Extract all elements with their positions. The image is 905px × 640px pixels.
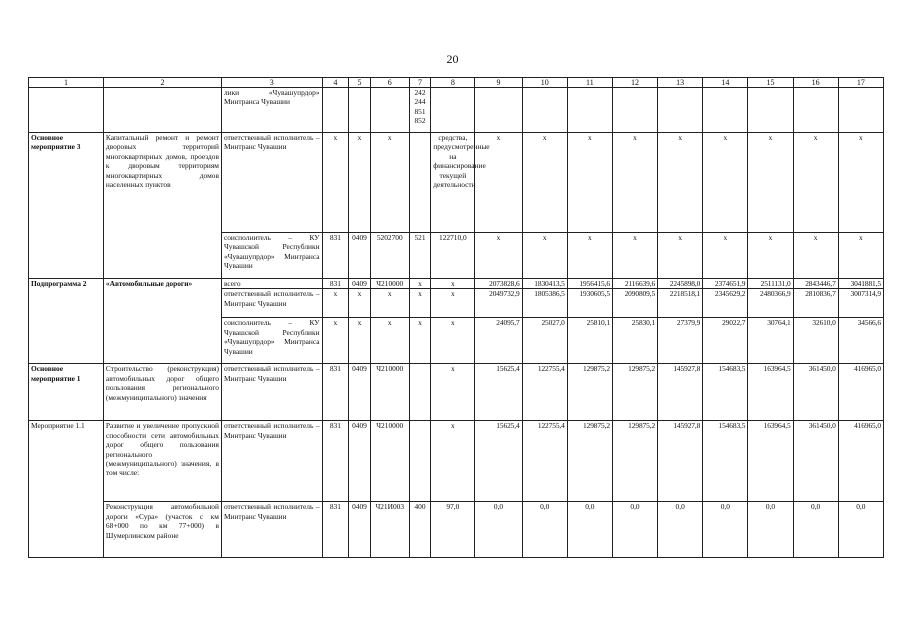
- cell-funding: средства, предусмотренные на финансирование текущей деятельности: [431, 133, 475, 233]
- cell-funding: x: [431, 279, 475, 289]
- cell-value: 2345629,2: [703, 289, 748, 318]
- cell-code: [409, 421, 431, 502]
- cell-executor: лики «Чувашупрдор» Минтранса Чувашии: [221, 88, 322, 133]
- cell-value: x: [793, 133, 838, 233]
- cell-value: 122755,4: [522, 421, 567, 502]
- cell-value: 25810,1: [567, 318, 612, 364]
- cell-value: 0,0: [658, 502, 703, 558]
- cell-funding: x: [431, 289, 475, 318]
- cell-measure: Подпрограмма 2: [29, 279, 104, 289]
- cell-value: 0,0: [838, 502, 883, 558]
- cell-value: [567, 88, 612, 133]
- cell-measure: Основное мероприятие 3: [29, 133, 104, 233]
- cell-value: 145927,8: [658, 364, 703, 421]
- cell-value: 1956415,6: [567, 279, 612, 289]
- header-cell: 9: [475, 78, 522, 88]
- cell-value: 163964,5: [748, 364, 793, 421]
- table-row: [29, 421, 884, 502]
- cell-code: Ч21И003: [370, 502, 409, 558]
- cell-description: Строительство (реконструкция) автомобильных дорог общего пользования регионального (межмуниципального) значения: [103, 364, 221, 421]
- cell-value: 25830,1: [612, 318, 657, 364]
- cell-code: 0409: [349, 502, 371, 558]
- table-row: [29, 364, 884, 421]
- cell-code: 242 244 851 852: [409, 88, 431, 133]
- cell-value: 129875,2: [612, 421, 657, 502]
- cell-value: [793, 88, 838, 133]
- cell-value: 0,0: [522, 502, 567, 558]
- cell-code: 0409: [349, 279, 371, 289]
- page-number: 20: [446, 52, 459, 66]
- cell-code: 831: [322, 502, 349, 558]
- cell-value: 2073828,6: [475, 279, 522, 289]
- table-row: [29, 88, 884, 133]
- cell-code: 0409: [349, 364, 371, 421]
- cell-code: 0409: [349, 421, 371, 502]
- cell-value: [838, 88, 883, 133]
- cell-code: x: [322, 289, 349, 318]
- cell-value: x: [522, 233, 567, 279]
- cell-value: 2090809,5: [612, 289, 657, 318]
- cell-executor: ответственный исполнитель – Минтранс Чувашии: [221, 502, 322, 558]
- cell-funding: x: [431, 421, 475, 502]
- cell-value: 24095,7: [475, 318, 522, 364]
- table-row: [29, 289, 884, 318]
- cell-code: 831: [322, 364, 349, 421]
- cell-value: 129875,2: [567, 364, 612, 421]
- cell-value: 163964,5: [748, 421, 793, 502]
- cell-code: [322, 88, 349, 133]
- cell-code: 831: [322, 233, 349, 279]
- cell-value: x: [612, 233, 657, 279]
- table-row: [29, 279, 884, 289]
- cell-value: 27379,9: [658, 318, 703, 364]
- cell-value: 2049732,9: [475, 289, 522, 318]
- cell-code: 831: [322, 421, 349, 502]
- cell-code: 5202700: [370, 233, 409, 279]
- cell-value: x: [748, 233, 793, 279]
- cell-value: [522, 88, 567, 133]
- header-cell: 13: [658, 78, 703, 88]
- cell-code: x: [349, 318, 371, 364]
- cell-code: [370, 88, 409, 133]
- cell-code: x: [349, 133, 371, 233]
- cell-value: 154683,5: [703, 421, 748, 502]
- cell-value: 0,0: [703, 502, 748, 558]
- cell-description: [103, 233, 221, 279]
- cell-value: 154683,5: [703, 364, 748, 421]
- header-cell: 8: [431, 78, 475, 88]
- cell-value: x: [838, 133, 883, 233]
- cell-code: 831: [322, 279, 349, 289]
- cell-value: 0,0: [793, 502, 838, 558]
- table-row: [29, 233, 884, 279]
- header-cell: 15: [748, 78, 793, 88]
- cell-value: 1930605,5: [567, 289, 612, 318]
- cell-value: [703, 88, 748, 133]
- cell-value: 2218518,1: [658, 289, 703, 318]
- cell-description: Реконструкция автомобильной дороги «Сура» (участок с км 68+000 по км 77+000) в Шумерлинском районе: [103, 502, 221, 558]
- cell-code: x: [370, 318, 409, 364]
- cell-value: x: [522, 133, 567, 233]
- cell-measure: [29, 233, 104, 279]
- cell-value: 15625,4: [475, 364, 522, 421]
- cell-code: Ч210000: [370, 364, 409, 421]
- cell-value: x: [567, 133, 612, 233]
- cell-value: [748, 88, 793, 133]
- cell-code: x: [349, 289, 371, 318]
- cell-value: x: [612, 133, 657, 233]
- header-row: [29, 78, 884, 88]
- cell-value: 15625,4: [475, 421, 522, 502]
- cell-value: 1805386,5: [522, 289, 567, 318]
- cell-value: 129875,2: [612, 364, 657, 421]
- cell-code: 0409: [349, 233, 371, 279]
- cell-value: 32610,0: [793, 318, 838, 364]
- cell-value: 0,0: [612, 502, 657, 558]
- cell-value: 361450,0: [793, 364, 838, 421]
- cell-code: Ч210000: [370, 279, 409, 289]
- header-cell: 10: [522, 78, 567, 88]
- cell-description: Капитальный ремонт и ремонт дворовых территорий многоквартирных домов, проездов к дворовым территориям многоквартирных домов населенных пунктов: [103, 133, 221, 233]
- cell-executor: ответственный исполнитель – Минтранс Чувашии: [221, 133, 322, 233]
- cell-funding: 122710,0: [431, 233, 475, 279]
- cell-value: 2116639,6: [612, 279, 657, 289]
- cell-description: Развитие и увеличение пропускной способности сети автомобильных дорог общего пользования регионального (межмуниципального) значения, в том числе:: [103, 421, 221, 502]
- cell-value: [658, 88, 703, 133]
- cell-description: «Автомобильные дороги»: [103, 279, 221, 289]
- cell-executor: соисполнитель – КУ Чувашской Республики «Чувашупрдор» Минтранса Чувашии: [221, 318, 322, 364]
- cell-value: 25027,0: [522, 318, 567, 364]
- cell-funding: [431, 88, 475, 133]
- cell-measure: Основное мероприятие 1: [29, 364, 104, 421]
- table-row: [29, 318, 884, 364]
- cell-value: 3007314,9: [838, 289, 883, 318]
- cell-code: [409, 133, 431, 233]
- cell-value: 0,0: [475, 502, 522, 558]
- cell-executor: ответственный исполнитель – Минтранс Чувашии: [221, 289, 322, 318]
- cell-value: 0,0: [748, 502, 793, 558]
- cell-value: x: [748, 133, 793, 233]
- cell-measure: [29, 88, 104, 133]
- cell-code: Ч210000: [370, 421, 409, 502]
- cell-value: 361450,0: [793, 421, 838, 502]
- cell-description: [103, 318, 221, 364]
- cell-value: 2843446,7: [793, 279, 838, 289]
- cell-value: 416965,0: [838, 421, 883, 502]
- cell-value: x: [703, 233, 748, 279]
- cell-code: [409, 364, 431, 421]
- header-cell: 4: [322, 78, 349, 88]
- cell-funding: 97,0: [431, 502, 475, 558]
- cell-measure: Мероприятие 1.1: [29, 421, 104, 502]
- cell-value: 145927,8: [658, 421, 703, 502]
- cell-value: x: [703, 133, 748, 233]
- cell-code: x: [322, 133, 349, 233]
- budget-table: [28, 77, 884, 558]
- header-cell: 3: [221, 78, 322, 88]
- cell-value: 0,0: [567, 502, 612, 558]
- cell-executor: соисполнитель – КУ Чувашской Республики «Чувашупрдор» Минтранса Чувашии: [221, 233, 322, 279]
- header-cell: 14: [703, 78, 748, 88]
- cell-code: [349, 88, 371, 133]
- cell-code: 400: [409, 502, 431, 558]
- cell-funding: x: [431, 364, 475, 421]
- cell-value: 29022,7: [703, 318, 748, 364]
- table-row: [29, 502, 884, 558]
- cell-value: 2511131,0: [748, 279, 793, 289]
- cell-value: 3041881,5: [838, 279, 883, 289]
- header-cell: 17: [838, 78, 883, 88]
- cell-value: 1830413,5: [522, 279, 567, 289]
- cell-value: 2374651,9: [703, 279, 748, 289]
- header-cell: 7: [409, 78, 431, 88]
- cell-executor: ответственный исполнитель – Минтранс Чувашии: [221, 364, 322, 421]
- cell-value: x: [838, 233, 883, 279]
- cell-value: x: [475, 133, 522, 233]
- cell-value: 122755,4: [522, 364, 567, 421]
- table-row: [29, 133, 884, 233]
- cell-value: 2245898,0: [658, 279, 703, 289]
- cell-description: [103, 289, 221, 318]
- cell-value: x: [658, 133, 703, 233]
- cell-value: 30764,1: [748, 318, 793, 364]
- cell-value: 416965,0: [838, 364, 883, 421]
- header-cell: 1: [29, 78, 104, 88]
- header-cell: 2: [103, 78, 221, 88]
- cell-value: x: [567, 233, 612, 279]
- cell-code: x: [370, 289, 409, 318]
- cell-description: [103, 88, 221, 133]
- cell-executor: ответственный исполнитель – Минтранс Чувашии: [221, 421, 322, 502]
- cell-value: 129875,2: [567, 421, 612, 502]
- header-cell: 16: [793, 78, 838, 88]
- cell-value: [612, 88, 657, 133]
- cell-value: [475, 88, 522, 133]
- cell-funding: x: [431, 318, 475, 364]
- cell-code: x: [370, 133, 409, 233]
- cell-value: x: [658, 233, 703, 279]
- header-cell: 12: [612, 78, 657, 88]
- cell-executor: всего: [221, 279, 322, 289]
- cell-value: 2810836,7: [793, 289, 838, 318]
- cell-code: 521: [409, 233, 431, 279]
- cell-value: 2480366,9: [748, 289, 793, 318]
- cell-measure: [29, 502, 104, 558]
- cell-code: x: [409, 289, 431, 318]
- cell-code: x: [322, 318, 349, 364]
- cell-value: 34566,6: [838, 318, 883, 364]
- cell-measure: [29, 318, 104, 364]
- cell-code: x: [409, 318, 431, 364]
- cell-value: x: [475, 233, 522, 279]
- header-cell: 6: [370, 78, 409, 88]
- cell-code: x: [409, 279, 431, 289]
- header-cell: 11: [567, 78, 612, 88]
- cell-value: x: [793, 233, 838, 279]
- header-cell: 5: [349, 78, 371, 88]
- cell-measure: [29, 289, 104, 318]
